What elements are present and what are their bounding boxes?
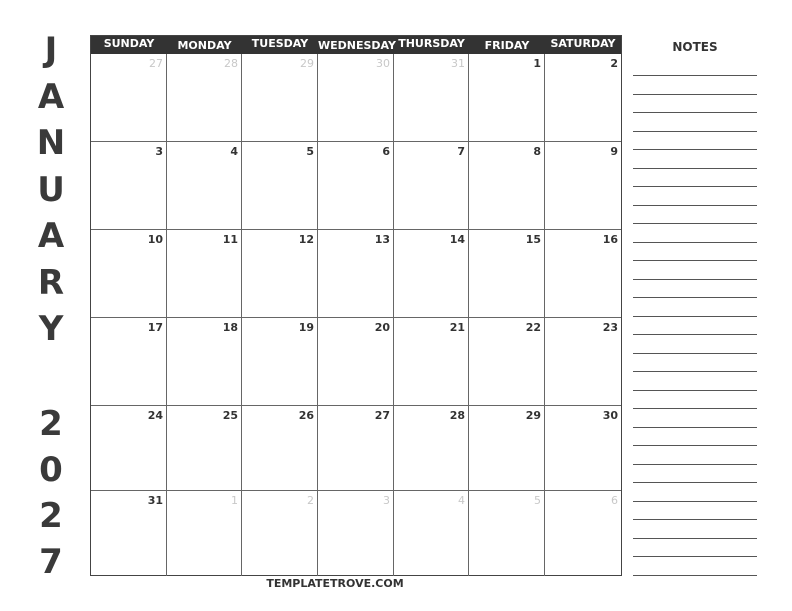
- day-cell: [242, 54, 318, 142]
- month-letter: Y: [38, 309, 64, 349]
- note-line: [633, 242, 757, 243]
- day-cell: [91, 491, 167, 576]
- day-cell: [318, 318, 394, 406]
- day-number: 14: [449, 233, 465, 246]
- weekday-friday: FRIDAY: [484, 39, 530, 52]
- month-letter: A: [37, 77, 65, 117]
- day-number: 16: [602, 233, 618, 246]
- weekday-monday: MONDAY: [177, 39, 232, 52]
- day-number: 31: [451, 57, 465, 70]
- day-cell: [242, 142, 318, 230]
- day-cell: [394, 54, 469, 142]
- day-cell: [545, 491, 621, 576]
- day-cell: [242, 230, 318, 318]
- day-cell: [394, 318, 469, 406]
- footer-website: TEMPLATETROVE.COM: [266, 577, 404, 590]
- note-line: [633, 501, 757, 502]
- day-cell: [469, 142, 545, 230]
- note-line: [633, 353, 757, 354]
- day-number: 4: [458, 494, 465, 507]
- note-line: [633, 168, 757, 169]
- day-cell: [167, 142, 242, 230]
- day-cell: [318, 491, 394, 576]
- note-line: [633, 482, 757, 483]
- day-cell: [91, 318, 167, 406]
- day-cell: [394, 406, 469, 491]
- day-number: 27: [374, 409, 390, 422]
- day-cell: [394, 491, 469, 576]
- day-number: 19: [298, 321, 314, 334]
- day-number: 2: [307, 494, 314, 507]
- note-line: [633, 408, 757, 409]
- note-line: [633, 112, 757, 113]
- note-line: [633, 538, 757, 539]
- day-cell: [167, 318, 242, 406]
- day-number: 17: [147, 321, 163, 334]
- day-number: 6: [611, 494, 618, 507]
- day-number: 13: [374, 233, 390, 246]
- month-letter: R: [37, 263, 65, 303]
- day-cell: [318, 230, 394, 318]
- day-number: 25: [222, 409, 238, 422]
- note-line: [633, 149, 757, 150]
- day-cell: [242, 318, 318, 406]
- day-number: 3: [155, 145, 163, 158]
- day-cell: [469, 491, 545, 576]
- day-number: 7: [457, 145, 465, 158]
- day-number: 11: [222, 233, 238, 246]
- weekday-header-row: [91, 36, 621, 54]
- day-cell: [167, 54, 242, 142]
- day-number: 28: [224, 57, 238, 70]
- note-line: [633, 297, 757, 298]
- day-cell: [318, 54, 394, 142]
- year-digit: 2: [39, 496, 63, 536]
- day-number: 28: [449, 409, 465, 422]
- day-number: 31: [147, 494, 163, 507]
- day-number: 24: [147, 409, 163, 422]
- calendar-days: [91, 54, 621, 576]
- day-number: 1: [533, 57, 541, 70]
- weekday-sunday: SUNDAY: [103, 37, 155, 50]
- day-number: 3: [383, 494, 390, 507]
- weekday-tuesday: TUESDAY: [251, 37, 309, 50]
- day-cell: [469, 318, 545, 406]
- day-cell: [545, 54, 621, 142]
- note-line: [633, 316, 757, 317]
- day-number: 10: [147, 233, 163, 246]
- day-cell: [167, 230, 242, 318]
- day-cell: [242, 406, 318, 491]
- note-line: [633, 556, 757, 557]
- notes-title: NOTES: [672, 40, 718, 54]
- day-number: 27: [149, 57, 163, 70]
- day-cell: [545, 142, 621, 230]
- day-number: 29: [300, 57, 314, 70]
- day-cell: [91, 406, 167, 491]
- day-number: 9: [610, 145, 618, 158]
- note-line: [633, 223, 757, 224]
- note-line: [633, 427, 757, 428]
- note-line: [633, 75, 757, 76]
- year-digit: 7: [39, 542, 63, 582]
- day-cell: [242, 491, 318, 576]
- calendar-grid: [90, 35, 622, 576]
- day-number: 1: [231, 494, 238, 507]
- day-cell: [167, 491, 242, 576]
- day-number: 8: [533, 145, 541, 158]
- note-line: [633, 131, 757, 132]
- day-number: 22: [525, 321, 541, 334]
- month-letter: N: [36, 123, 66, 163]
- day-cell: [545, 318, 621, 406]
- note-line: [633, 186, 757, 187]
- day-number: 29: [525, 409, 541, 422]
- day-number: 26: [298, 409, 314, 422]
- note-line: [633, 575, 757, 576]
- note-line: [633, 464, 757, 465]
- note-line: [633, 94, 757, 95]
- note-line: [633, 260, 757, 261]
- weekday-wednesday: WEDNESDAY: [318, 39, 396, 52]
- note-line: [633, 371, 757, 372]
- note-line: [633, 279, 757, 280]
- note-line: [633, 390, 757, 391]
- day-number: 30: [602, 409, 618, 422]
- day-cell: [469, 54, 545, 142]
- day-cell: [318, 142, 394, 230]
- day-cell: [545, 230, 621, 318]
- day-cell: [91, 54, 167, 142]
- note-line: [633, 334, 757, 335]
- year-digit: 2: [39, 404, 63, 444]
- day-cell: [469, 406, 545, 491]
- day-number: 2: [610, 57, 618, 70]
- day-number: 30: [376, 57, 390, 70]
- day-cell: [167, 406, 242, 491]
- day-number: 5: [534, 494, 541, 507]
- day-number: 20: [374, 321, 390, 334]
- day-cell: [394, 230, 469, 318]
- day-cell: [394, 142, 469, 230]
- day-number: 4: [230, 145, 238, 158]
- weekday-thursday: THURSDAY: [398, 37, 465, 50]
- note-line: [633, 519, 757, 520]
- day-cell: [545, 406, 621, 491]
- day-number: 5: [306, 145, 314, 158]
- weekday-saturday: SATURDAY: [550, 37, 616, 50]
- day-cell: [91, 230, 167, 318]
- year-digit: 0: [39, 450, 63, 490]
- day-number: 23: [602, 321, 618, 334]
- day-number: 15: [525, 233, 541, 246]
- note-line: [633, 445, 757, 446]
- month-letter: J: [44, 30, 58, 70]
- day-number: 21: [449, 321, 465, 334]
- day-number: 12: [298, 233, 314, 246]
- note-line: [633, 205, 757, 206]
- day-number: 6: [382, 145, 390, 158]
- day-cell: [91, 142, 167, 230]
- month-letter: U: [37, 170, 65, 210]
- day-cell: [469, 230, 545, 318]
- day-number: 18: [222, 321, 238, 334]
- month-letter: A: [37, 216, 65, 256]
- day-cell: [318, 406, 394, 491]
